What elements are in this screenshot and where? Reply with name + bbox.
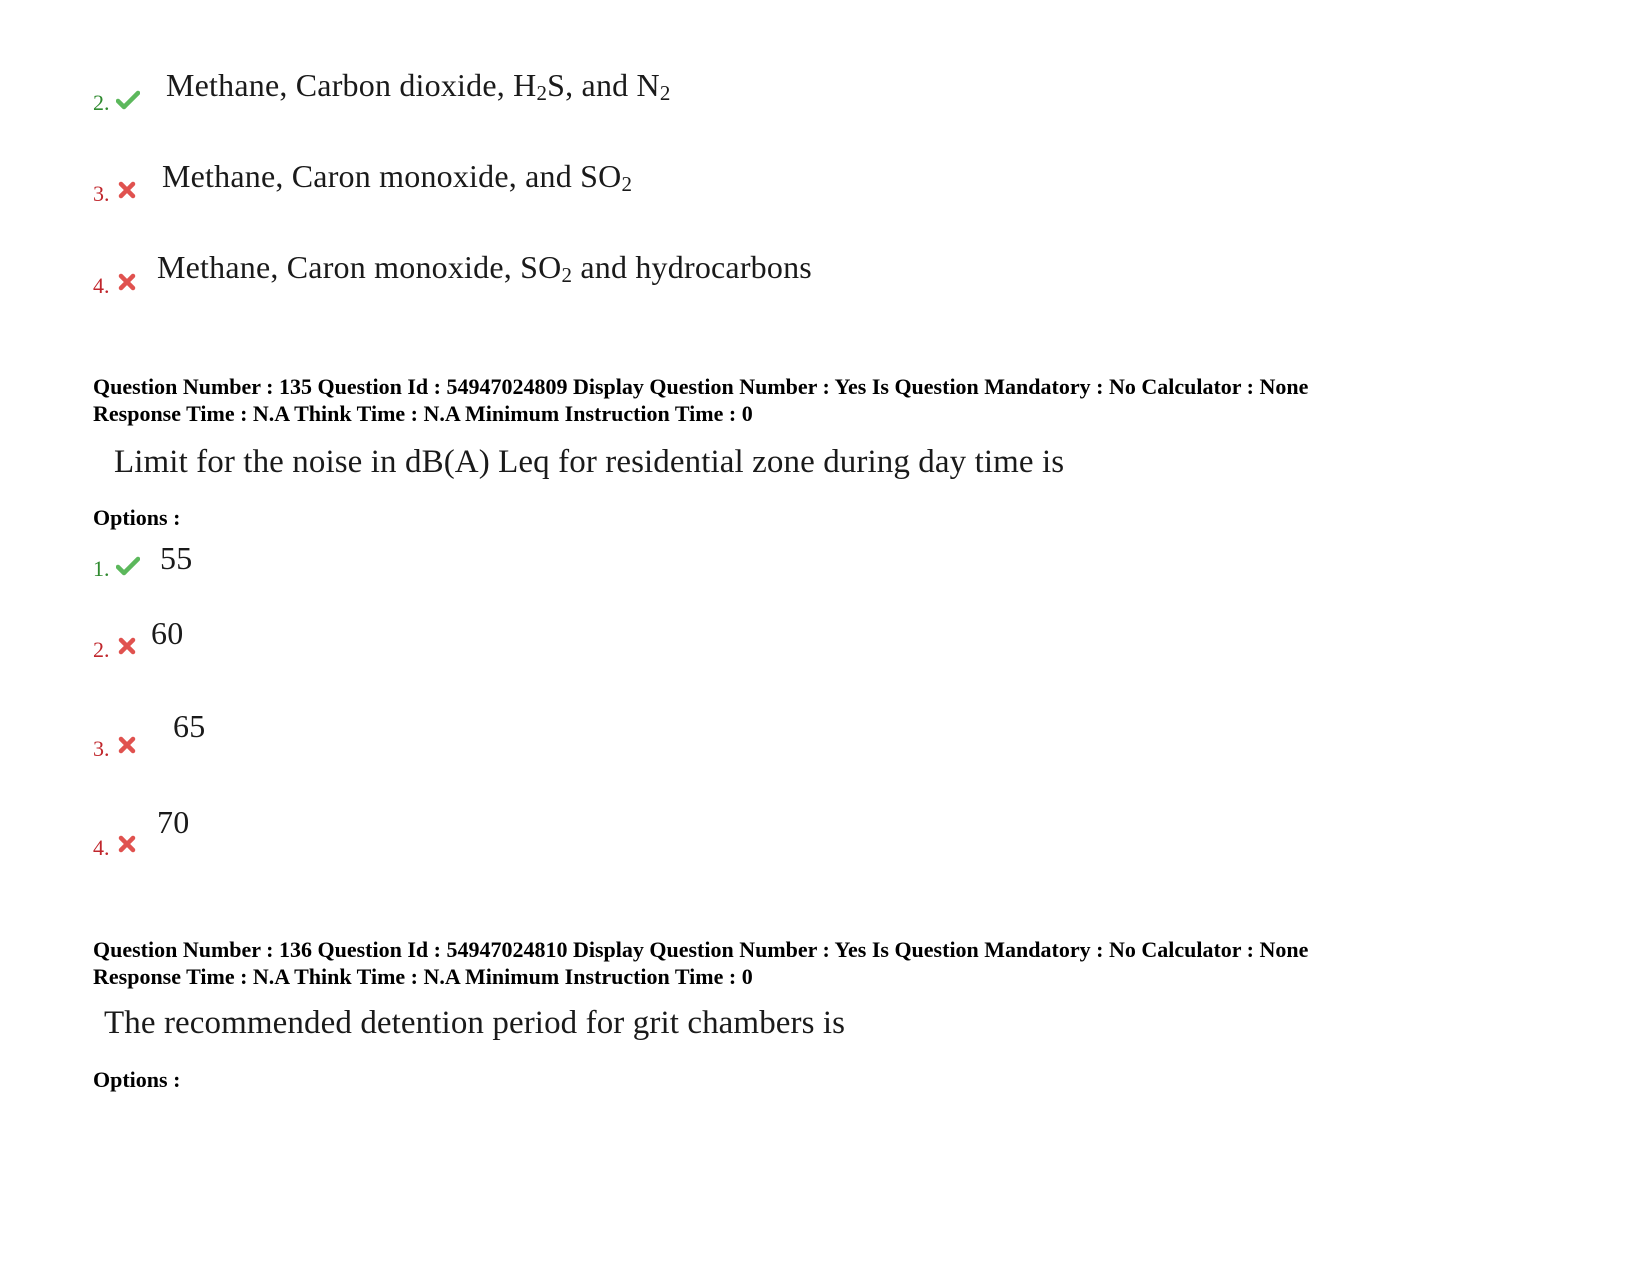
option-text: 55 [160,540,193,576]
check-icon [116,556,140,576]
question-text: Limit for the noise in dB(A) Leq for residential zone during day time is [114,444,1065,480]
option-text: Methane, Caron monoxide, and $SO_2$ [162,158,633,196]
option-text: 60 [151,615,184,651]
cross-icon [118,181,136,199]
option-text: 70 [157,804,190,840]
option-number: 2. [93,90,110,115]
question-meta-line2: Response Time : N.A Think Time : N.A Minimum Instruction Time : 0 [93,401,753,426]
cross-icon [118,835,136,853]
cross-icon [118,273,136,291]
question-meta-line1: Question Number : 135 Question Id : 54947024809 Display Question Number : Yes Is Question Mandatory : No Calculator : None [93,374,1309,399]
question-meta-line1: Question Number : 136 Question Id : 54947024810 Display Question Number : Yes Is Question Mandatory : No Calculator : None [93,937,1309,962]
options-label: Options : [93,1067,181,1092]
option-number: 3. [93,736,110,761]
options-label: Options : [93,505,181,530]
option-number: 1. [93,556,110,581]
option-number: 2. [93,637,110,662]
question-meta-line2: Response Time : N.A Think Time : N.A Minimum Instruction Time : 0 [93,964,753,989]
option-number: 4. [93,835,110,860]
cross-icon [118,637,136,655]
cross-icon [118,736,136,754]
option-number: 3. [93,181,110,206]
option-text: Methane, Carbon dioxide, $H_2S$, and $N_2$ [166,67,671,105]
option-number: 4. [93,273,110,298]
option-text: Methane, Caron monoxide, $SO_2$ and hydrocarbons [157,249,812,287]
option-text: 65 [173,708,206,744]
question-text: The recommended detention period for grit chambers is [104,1005,846,1041]
check-icon [116,90,140,110]
